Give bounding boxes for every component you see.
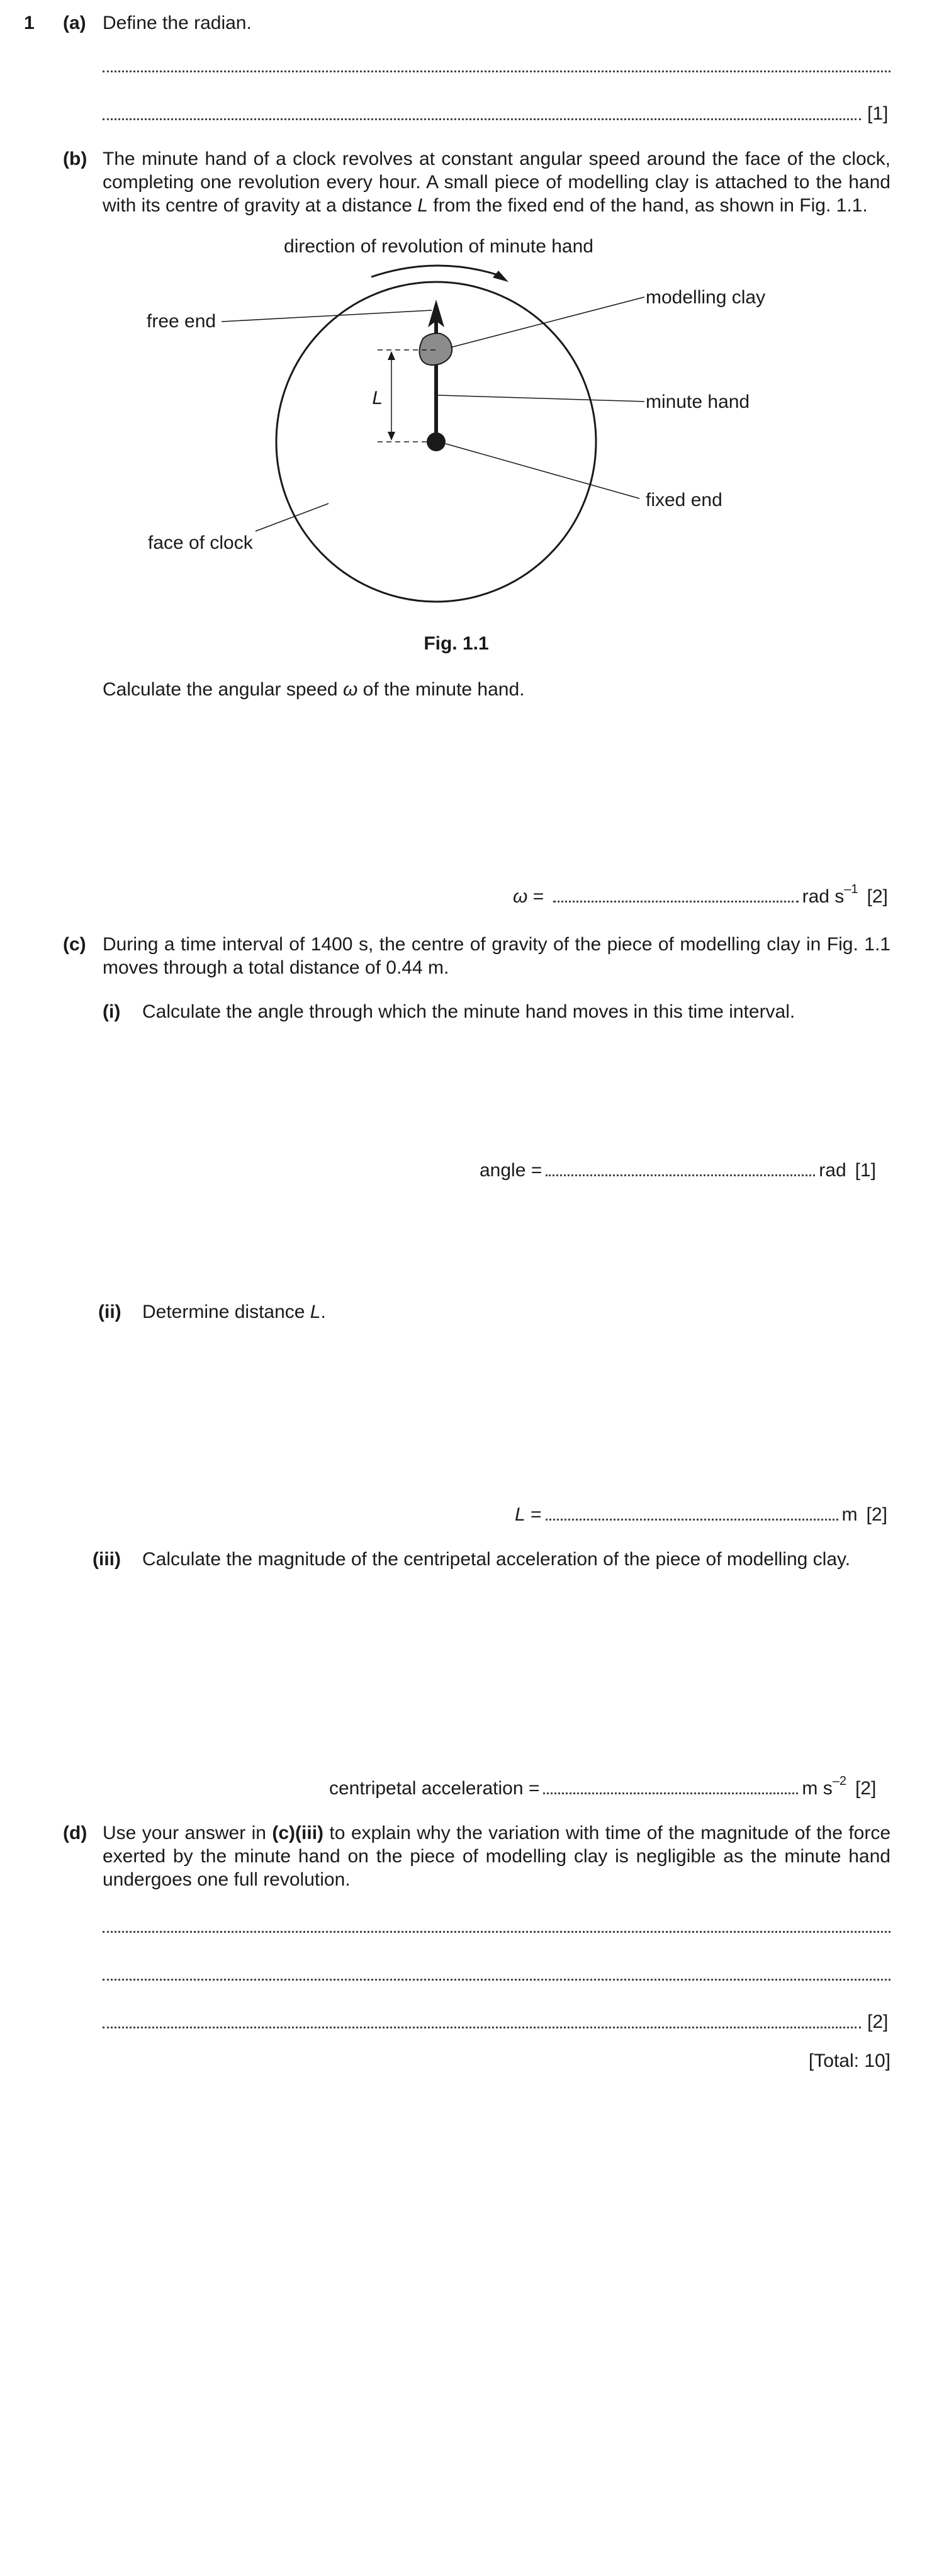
part-a-label: (a) (63, 13, 86, 33)
leader-free-end (222, 310, 432, 322)
centripetal-acceleration-label: centripetal acceleration = (329, 1778, 540, 1799)
minute-hand-label: minute hand (646, 391, 750, 412)
part-b-question: Calculate the angular speed ω of the minute hand. (103, 679, 525, 700)
rotation-arrow-icon (371, 266, 500, 277)
leader-fixed-end (446, 444, 639, 498)
free-end-label: free end (147, 311, 216, 332)
part-c-ii-text: Determine distance L. (142, 1302, 326, 1322)
part-d-marks: [2] (867, 2011, 889, 2032)
part-c-iii-marks: [2] (855, 1778, 877, 1799)
part-c-iii-text: Calculate the magnitude of the centripetal acceleration of the piece of modelling clay. (142, 1549, 851, 1570)
dimension-arrow-up-icon (388, 351, 395, 360)
variable-L: L (417, 195, 428, 216)
answer-field-L[interactable] (546, 1519, 838, 1521)
dimension-arrow-down-icon (388, 432, 395, 441)
face-of-clock-label: face of clock (148, 532, 253, 553)
part-b-marks: [2] (867, 886, 888, 907)
part-c-ii-label: (ii) (98, 1302, 121, 1322)
answer-line-a-2[interactable] (103, 118, 861, 120)
part-d-paragraph: Use your answer in (c)(iii) to explain why the variation with time of the magnitude of the force exerted by the minute hand on the piece of modelling clay is negligible as the minute hand undergoes one full revolution. (103, 1823, 891, 1890)
part-c-i-text: Calculate the angle through which the minute hand moves in this time interval. (142, 1001, 795, 1022)
leader-modelling-clay (451, 297, 644, 347)
part-a-marks: [1] (867, 103, 889, 124)
answer-row-c-ii: L = m [2] (515, 1504, 887, 1525)
figure-caption: Fig. 1.1 (424, 633, 489, 654)
unit-rad: rad (819, 1160, 846, 1181)
modelling-clay-shape (419, 334, 452, 365)
question-number: 1 (24, 13, 35, 33)
total-marks: [Total: 10] (808, 2050, 891, 2071)
part-a-text: Define the radian. (103, 13, 252, 33)
part-c-i-label: (i) (103, 1001, 121, 1022)
rotation-arrowhead-icon (493, 271, 509, 282)
omega-answer-symbol: ω (513, 886, 528, 907)
part-c-iii-label: (iii) (93, 1549, 121, 1570)
part-d-label: (d) (63, 1823, 87, 1843)
part-c-label: (c) (63, 934, 86, 955)
direction-label: direction of revolution of minute hand (284, 236, 593, 257)
unit-m-s-2: m s (802, 1778, 833, 1799)
leader-minute-hand (438, 395, 644, 402)
answer-field-omega[interactable] (553, 901, 799, 903)
answer-row-b: ω = rad $s^{-1}$ [2] (513, 882, 888, 907)
answer-field-acceleration[interactable] (543, 1792, 798, 1794)
part-c-i-marks: [1] (855, 1160, 876, 1181)
figure-1-1 (0, 227, 944, 661)
dimension-L-label: L (372, 388, 383, 408)
L-answer-symbol: L (515, 1504, 525, 1525)
answer-line-d-3[interactable] (103, 2027, 861, 2028)
leader-face-of-clock (256, 503, 329, 531)
part-c-ii-marks: [2] (866, 1504, 887, 1525)
part-c-paragraph: During a time interval of 1400 s, the centre of gravity of the piece of modelling clay in Fig. 1.1 moves through a total distance of 0.44 m. (103, 934, 891, 978)
part-b-label: (b) (63, 149, 87, 169)
part-b-paragraph: The minute hand of a clock revolves at constant angular speed around the face of the clock, completing one revolution every hour. A small piece of modelling clay is attached to the hand with its centre of gravity at a distance L from the fixed end of the hand, as shown in Fig. 1.1. (103, 149, 891, 216)
answer-line-d-1[interactable] (103, 1931, 891, 1933)
answer-line-a-1[interactable] (103, 70, 891, 72)
omega-symbol: ω (342, 679, 358, 700)
unit-m: m (841, 1504, 858, 1525)
answer-line-d-2[interactable] (103, 1979, 891, 1981)
unit-rad-per-s: rad s (802, 886, 845, 907)
modelling-clay-label: modelling clay (646, 287, 766, 308)
answer-row-c-i (480, 1159, 876, 1182)
answer-field-angle[interactable] (546, 1174, 815, 1176)
angle-label: angle = (480, 1160, 542, 1181)
fixed-end-label: fixed end (646, 490, 722, 510)
answer-row-c-iii: centripetal acceleration = m $s^{-2}$ [2] (329, 1774, 877, 1799)
